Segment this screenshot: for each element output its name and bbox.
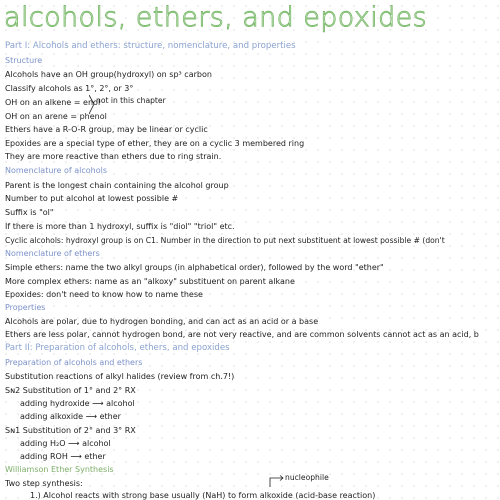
note-line: Parent is the longest chain containing the alcohol group (5, 181, 229, 190)
nomenclature-ethers-heading: Nomenclature of ethers (5, 249, 100, 258)
product: alcohol (106, 399, 135, 408)
note-line: Ethers have a R-O-R group, may be linear or cyclic (5, 125, 208, 134)
note-line: Substitution reactions of alkyl halides (review from ch.7!) (5, 372, 235, 381)
side-note: not in this chapter (96, 96, 166, 105)
page-title: alcohols, ethers, and epoxides (4, 2, 428, 33)
arrow-icon (268, 474, 286, 488)
note-line: Suffix is "ol" (5, 208, 54, 217)
product: ether (99, 412, 121, 421)
reaction-line (20, 411, 121, 422)
note-line: Alcohols are polar, due to hydrogen bonding, and can act as an acid or a base (5, 317, 319, 326)
preparation-heading: Preparation of alcohols and ethers (5, 358, 143, 367)
note-line: They are more reactive than ethers due to ring strain. (5, 152, 222, 161)
side-note: nucleophile (285, 473, 329, 482)
product: alcohol (82, 439, 111, 448)
product: ether (84, 452, 106, 461)
note-line: 1.) Alcohol reacts with strong base usually (NaH) to form alkoxide (acid-base reaction) (30, 491, 376, 500)
properties-heading: Properties (5, 303, 46, 312)
reagent: adding ROH (20, 452, 68, 461)
reaction-line (20, 451, 106, 462)
note-line: Sɴ1 Substitution of 2° and 3° RX (5, 426, 136, 435)
williamson-heading: Williamson Ether Synthesis (5, 465, 114, 474)
arrow-icon: ⟶ (85, 412, 98, 421)
note-line: Two step synthesis: (5, 479, 83, 488)
note-line: Number to put alcohol at lowest possible # (5, 194, 179, 203)
note-line: Alcohols have an OH group(hydroxyl) on sp³ carbon (5, 70, 212, 79)
note-line: OH on an arene = phenol (5, 112, 107, 121)
reaction-line (20, 398, 135, 409)
note-line: More complex ethers: name as an "alkoxy" substituent on parent alkane (5, 277, 295, 286)
arrow-icon: ⟶ (92, 399, 104, 408)
structure-heading: Structure (5, 56, 43, 65)
note-line: Classify alcohols as 1°, 2°, or 3° (5, 84, 134, 93)
note-line: OH on an alkene = enol (5, 98, 101, 107)
reagent: adding hydroxide (20, 399, 90, 408)
reagent: adding alkoxide (20, 412, 84, 421)
note-line: Cyclic alcohols: hydroxyl group is on C1. Number in the direction to put next substituent at lowest possible # (don't (5, 236, 445, 245)
note-line: If there is more than 1 hydroxyl, suffix is "diol" "triol" etc. (5, 222, 235, 231)
reaction-line (20, 438, 111, 449)
note-line: Ethers are less polar, cannot hydrogen bond, are not very reactive, and are common solvents cannot act as an acid, b (5, 330, 479, 339)
nomenclature-alcohols-heading: Nomenclature of alcohols (5, 166, 107, 175)
reagent: adding H₂O (20, 439, 66, 448)
part-1-heading: Part I: Alcohols and ethers: structure, nomenclature, and properties (5, 41, 296, 51)
arrow-icon: ⟶ (70, 452, 82, 461)
note-line: Epoxides are a special type of ether, they are on a cyclic 3 membered ring (5, 139, 305, 148)
part-2-heading: Part II: Preparation of alcohols, ethers, and epoxides (5, 343, 230, 353)
note-line: Sɴ2 Substitution of 1° and 2° RX (5, 386, 136, 395)
note-line: Simple ethers: name the two alkyl groups (in alphabetical order), followed by the word "ether" (5, 263, 384, 272)
note-line: Epoxides: don't need to know how to name these (5, 290, 203, 299)
arrow-icon: ⟶ (68, 439, 80, 448)
